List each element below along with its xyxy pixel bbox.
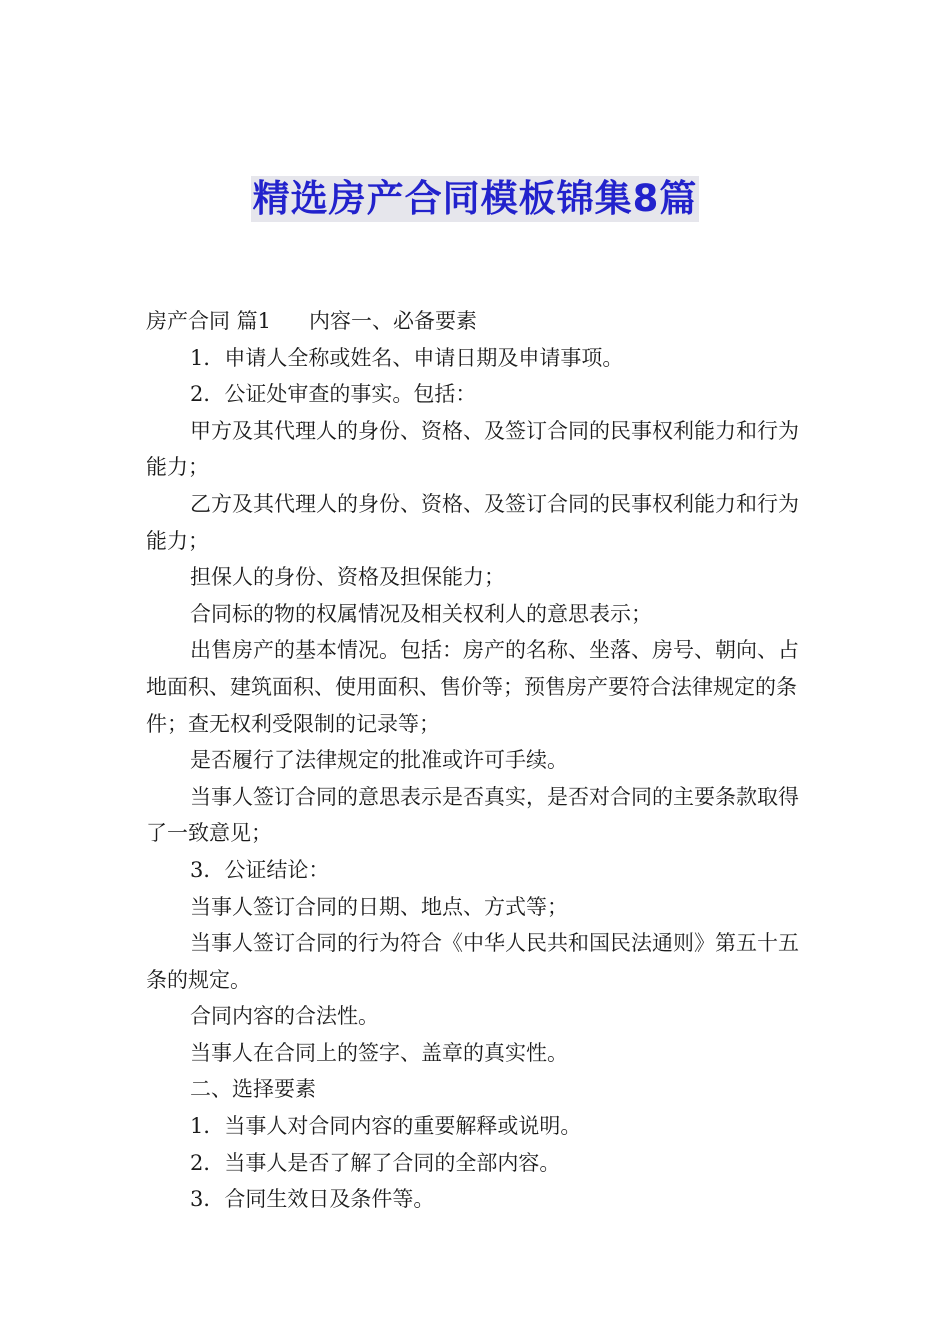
paragraph: 当事人签订合同的日期、地点、方式等；	[190, 894, 568, 919]
paragraph: 3．公证结论：	[190, 857, 330, 882]
paragraph: 出售房产的基本情况。包括：房产的名称、坐落、房号、朝向、占地面积、建筑面积、使用面积、售价等；预售房产要符合法律规定的条件；查无权利受限制的记录等；	[146, 638, 799, 736]
heading-prefix: 房产合同 篇1	[146, 309, 272, 333]
paragraph: 3．合同生效日及条件等。	[190, 1187, 435, 1212]
paragraph: 合同标的物的权属情况及相关权利人的意思表示；	[190, 601, 652, 626]
paragraph: 二、选择要素	[190, 1077, 316, 1102]
paragraph: 1．当事人对合同内容的重要解释或说明。	[190, 1114, 582, 1139]
paragraph: 当事人签订合同的意思表示是否真实，是否对合同的主要条款取得了一致意见；	[146, 784, 799, 846]
paragraph: 是否履行了法律规定的批准或许可手续。	[190, 748, 568, 773]
document-body	[146, 303, 811, 1218]
paragraph: 乙方及其代理人的身份、资格、及签订合同的民事权利能力和行为能力；	[146, 491, 799, 553]
title-container	[0, 176, 950, 222]
paragraph: 当事人在合同上的签字、盖章的真实性。	[190, 1040, 568, 1065]
paragraph: 当事人签订合同的行为符合《中华人民共和国民法通则》第五十五条的规定。	[146, 931, 799, 992]
heading-rest: 内容一、必备要素	[309, 309, 478, 333]
paragraph: 合同内容的合法性。	[190, 1004, 379, 1029]
paragraph: 1．申请人全称或姓名、申请日期及申请事项。	[190, 345, 624, 370]
paragraph: 2．公证处审查的事实。包括：	[190, 382, 477, 407]
section-heading	[146, 303, 811, 340]
paragraph: 担保人的身份、资格及担保能力；	[190, 565, 505, 590]
document-title: 精选房产合同模板锦集8篇	[252, 177, 698, 220]
paragraph: 甲方及其代理人的身份、资格、及签订合同的民事权利能力和行为能力；	[146, 418, 799, 480]
paragraph: 2．当事人是否了解了合同的全部内容。	[190, 1150, 561, 1175]
